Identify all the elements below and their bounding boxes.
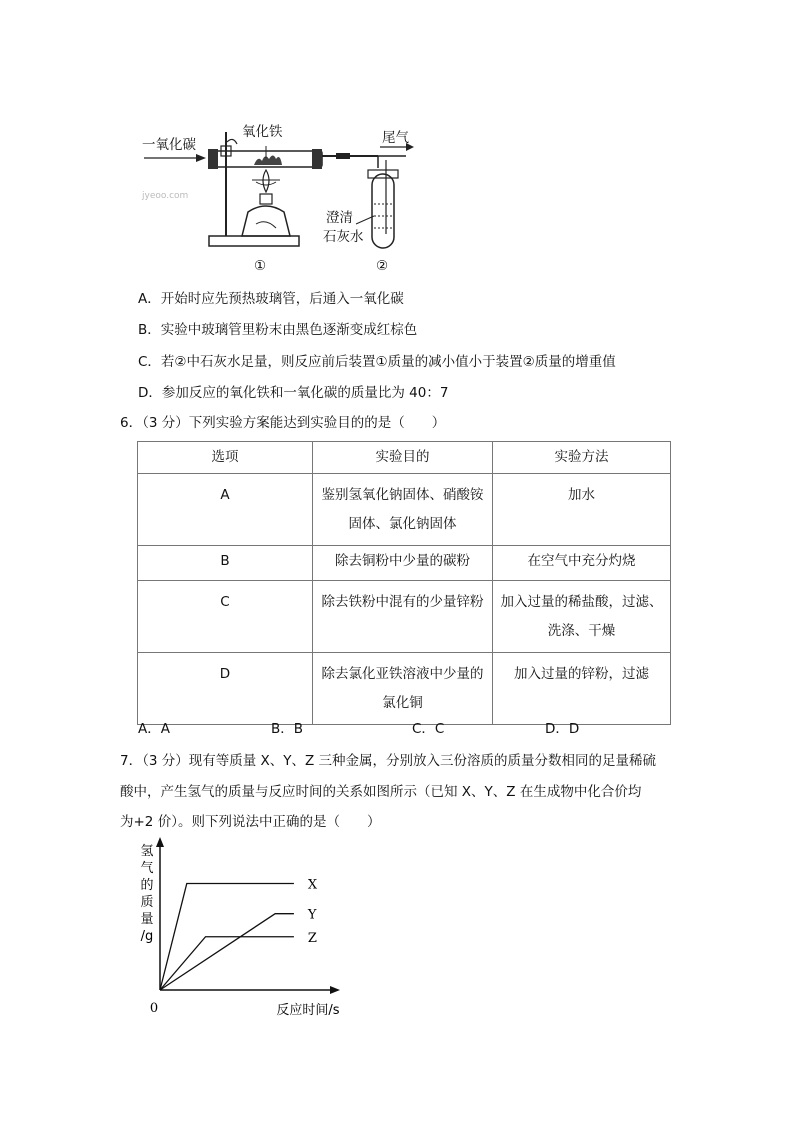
q6-choice-c: C．C — [412, 721, 445, 737]
purpose-line: 除去铁粉中混有的少量锌粉 — [321, 594, 484, 610]
purpose-line: 氯化铜 — [382, 695, 423, 711]
purpose-line: 固体、氯化钠固体 — [348, 516, 457, 532]
limewater-label-1: 澄清 — [326, 210, 353, 226]
origin-label: 0 — [149, 1001, 159, 1016]
q5-option-a: A．开始时应先预热玻璃管，后通入一氧化碳 — [138, 291, 404, 307]
series-line-z — [160, 937, 294, 990]
q6-choice-d: D．D — [545, 721, 580, 737]
y-axis-label-char: 质 — [140, 895, 154, 910]
table-row — [138, 474, 671, 546]
series-line-y — [160, 914, 294, 990]
row-option: C — [138, 581, 313, 653]
header-option: 选项 — [138, 442, 313, 474]
q5-option-b: B．实验中玻璃管里粉末由黑色逐渐变成红棕色 — [138, 322, 418, 338]
y-axis-label-char: 气 — [140, 861, 154, 876]
q7-line-2: 酸中，产生氢气的质量与反应时间的关系如图所示（已知 X、Y、Z 在生成物中化合价均 — [120, 784, 642, 800]
test-tube — [372, 174, 394, 248]
flame — [263, 170, 269, 192]
watermark: jyeoo.com — [142, 191, 189, 201]
exhaust-label: 尾气 — [382, 130, 409, 146]
table-row — [138, 581, 671, 653]
y-axis-label-char: /g — [140, 929, 154, 944]
row-purpose — [313, 581, 493, 653]
method-line: 加入过量的稀盐酸，过滤、 — [500, 594, 663, 610]
q5-option-d: D．参加反应的氧化铁和一氧化碳的质量比为 40：7 — [138, 385, 449, 401]
x-axis-label: 反应时间/s — [276, 1003, 340, 1018]
fe2o3-label: 氧化铁 — [242, 124, 283, 140]
alcohol-lamp — [242, 206, 290, 236]
table-row — [138, 653, 671, 725]
method-line: 洗涤、干燥 — [547, 623, 616, 639]
row-method — [493, 474, 671, 546]
q7-line-1: 7．（3 分）现有等质量 X、Y、Z 三种金属，分别放入三份溶质的质量分数相同的足量稀硫 — [120, 753, 657, 769]
limewater-label-2: 石灰水 — [323, 229, 364, 245]
row-purpose — [313, 653, 493, 725]
q5-option-c: C．若②中石灰水足量，则反应前后装置①质量的减小值小于装置②质量的增重值 — [138, 354, 616, 370]
row-method — [493, 581, 671, 653]
stand-base — [209, 236, 299, 246]
row-option: A — [138, 474, 313, 546]
y-axis-arrow — [156, 837, 164, 847]
series-label-y: Y — [307, 907, 317, 923]
fe2o3-powder — [254, 156, 282, 166]
purpose-line: 除去氯化亚铁溶液中少量的 — [321, 666, 484, 682]
method-line: 加入过量的锌粉，过滤 — [514, 666, 649, 682]
purpose-line: 鉴别氢氧化钠固体、硝酸铵 — [321, 487, 484, 503]
header-purpose: 实验目的 — [313, 442, 493, 474]
row-option: D — [138, 653, 313, 725]
table-header-row — [138, 442, 671, 474]
series-label-x: X — [307, 877, 318, 893]
y-axis-label-char: 的 — [140, 878, 154, 893]
row-method — [493, 653, 671, 725]
y-axis-label-char: 氢 — [140, 844, 154, 859]
y-axis-label-char: 量 — [140, 912, 154, 927]
q6-choice-b: B．B — [271, 721, 304, 737]
x-axis-arrow — [330, 986, 340, 994]
row-purpose — [313, 474, 493, 546]
marker-1: ① — [254, 258, 267, 274]
header-method: 实验方法 — [493, 442, 671, 474]
experiment-table — [137, 441, 671, 725]
co-label: 一氧化碳 — [142, 137, 196, 153]
table-row — [138, 546, 671, 581]
marker-2: ② — [376, 258, 389, 274]
right-stopper — [312, 149, 322, 169]
q7-line-3: 为+2 价）。则下列说法中正确的是（ ） — [120, 814, 381, 830]
row-option: B — [138, 546, 313, 581]
q6-stem: 6．（3 分）下列实验方案能达到实验目的的是（ ） — [120, 415, 446, 431]
row-purpose: 除去铜粉中少量的碳粉 — [313, 546, 493, 581]
q6-choice-a: A．A — [138, 721, 170, 737]
left-stopper — [208, 149, 218, 169]
row-method: 在空气中充分灼烧 — [493, 546, 671, 581]
series-label-z: Z — [307, 930, 317, 946]
method-line: 加水 — [568, 487, 595, 503]
hydrogen-mass-chart — [130, 835, 350, 1020]
